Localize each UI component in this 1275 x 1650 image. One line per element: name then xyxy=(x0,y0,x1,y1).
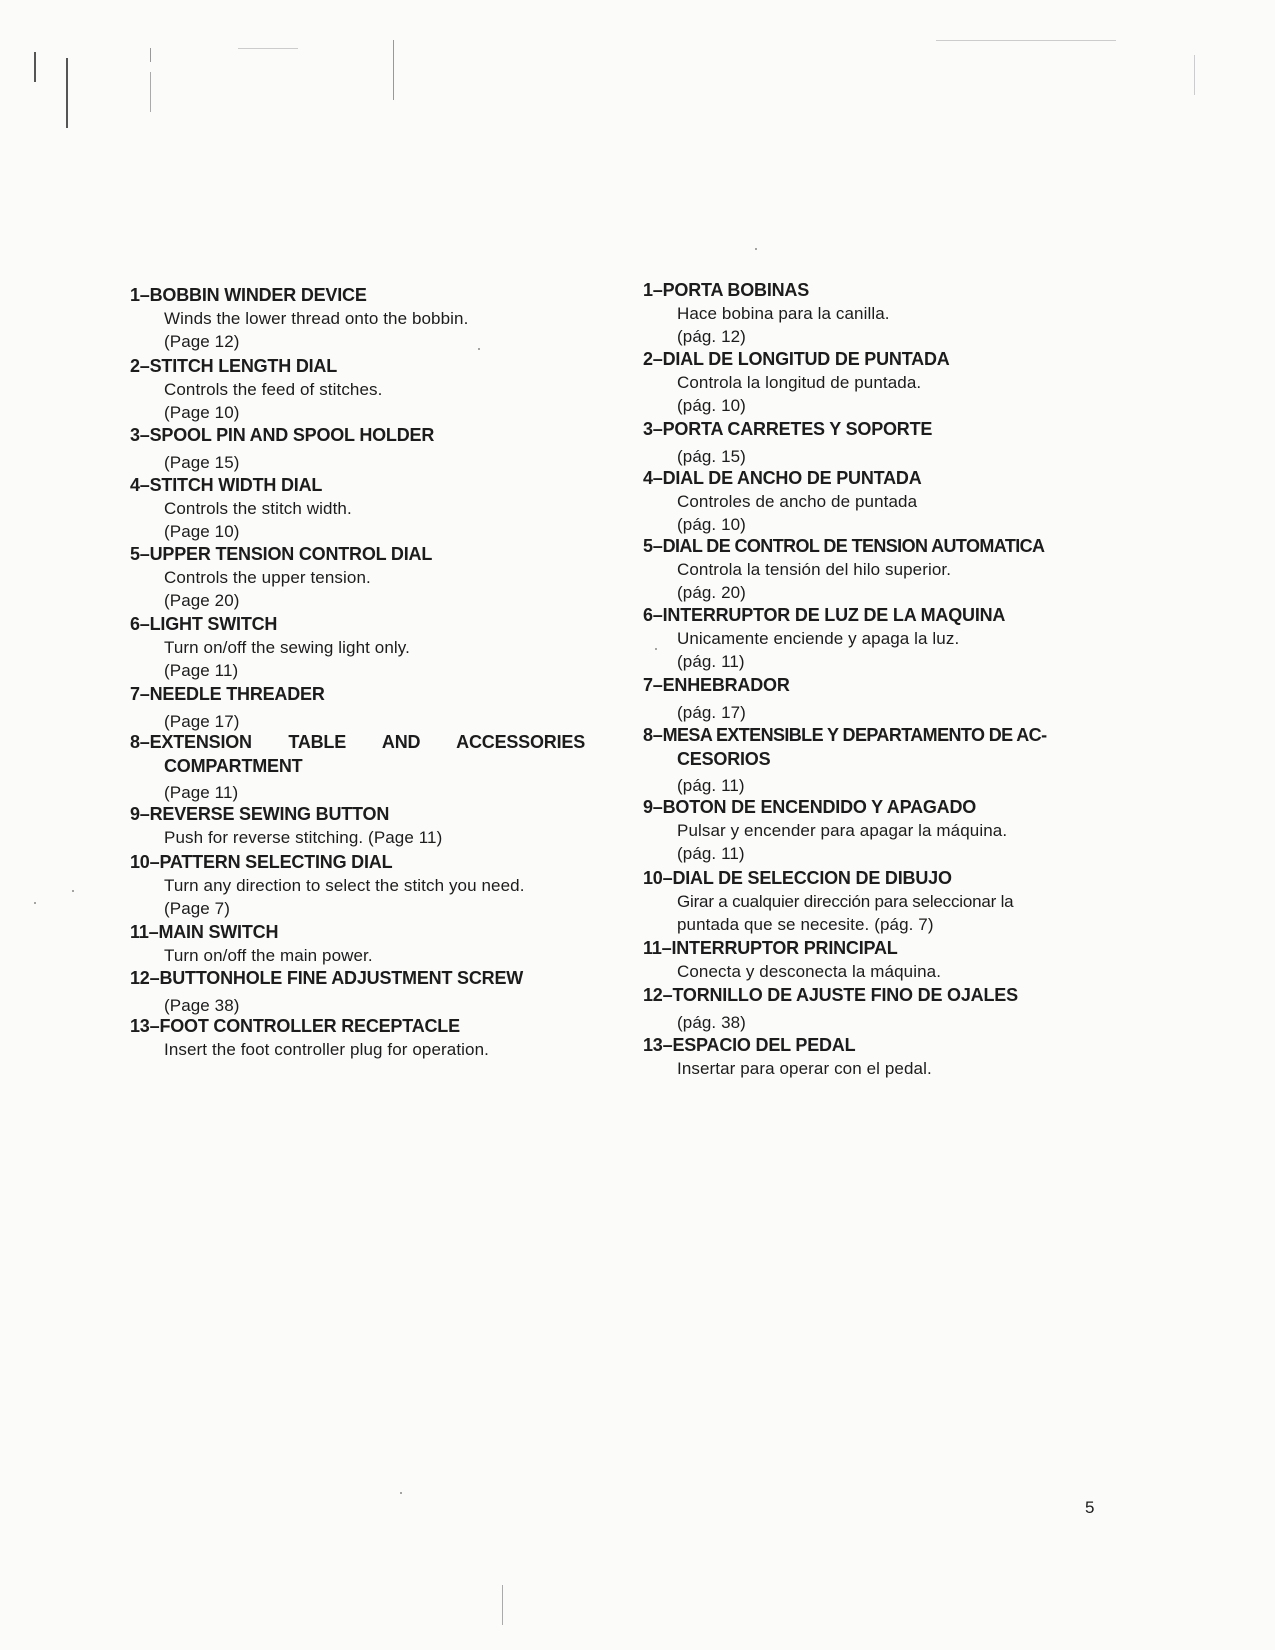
list-item xyxy=(130,354,585,424)
list-item xyxy=(130,920,585,967)
item-description: Controles de ancho de puntada xyxy=(677,492,918,511)
item-title: BUTTONHOLE FINE ADJUSTMENT SCREW xyxy=(159,968,524,988)
item-number: 4– xyxy=(643,468,663,488)
list-item xyxy=(130,966,585,1017)
list-item xyxy=(643,673,1098,724)
item-description: Turn on/off the sewing light only. xyxy=(164,638,410,657)
item-number: 5– xyxy=(643,536,663,556)
item-description: Girar a cualquier dirección para seleccionar la xyxy=(677,892,1014,911)
item-number: 11– xyxy=(643,938,672,958)
item-title: DIAL DE CONTROL DE TENSION AUTOMATICA xyxy=(662,536,1045,556)
item-page-ref: (pág. 38) xyxy=(677,1013,746,1032)
item-description: Controls the upper tension. xyxy=(164,568,371,587)
list-item xyxy=(643,723,1098,797)
list-item xyxy=(130,802,585,849)
item-page-ref: (pág. 12) xyxy=(677,327,746,346)
item-title: BOTON DE ENCENDIDO Y APAGADO xyxy=(662,797,977,817)
item-description: Pulsar y encender para apagar la máquina. xyxy=(677,821,1008,840)
item-title: LIGHT SWITCH xyxy=(149,614,278,634)
item-number: 8– xyxy=(130,732,150,752)
item-page-ref: (Page 12) xyxy=(164,332,240,351)
item-description: Controla la longitud de puntada. xyxy=(677,373,922,392)
list-item xyxy=(130,423,585,474)
item-title-continued: CESORIOS xyxy=(677,749,771,769)
item-page-ref: (Page 7) xyxy=(164,899,231,918)
item-number: 5– xyxy=(130,544,150,564)
item-description: Turn on/off the main power. xyxy=(164,946,373,965)
item-title-continued: COMPARTMENT xyxy=(164,756,303,776)
item-number: 9– xyxy=(130,804,150,824)
list-item xyxy=(130,1014,585,1061)
list-item xyxy=(643,1033,1098,1080)
item-title: INTERRUPTOR PRINCIPAL xyxy=(671,938,898,958)
item-description: Controla la tensión del hilo superior. xyxy=(677,560,952,579)
list-item xyxy=(643,347,1098,417)
item-number: 13– xyxy=(643,1035,673,1055)
item-page-ref: (Page 20) xyxy=(164,591,240,610)
item-number: 2– xyxy=(130,356,150,376)
item-description: Insertar para operar con el pedal. xyxy=(677,1059,932,1078)
item-title: TORNILLO DE AJUSTE FINO DE OJALES xyxy=(672,985,1018,1005)
list-item xyxy=(130,612,585,682)
item-description: Hace bobina para la canilla. xyxy=(677,304,890,323)
list-item xyxy=(643,983,1098,1034)
item-page-ref: (pág. 11) xyxy=(677,844,745,863)
item-page-ref: (pág. 15) xyxy=(677,447,746,466)
item-title: DIAL DE SELECCION DE DIBUJO xyxy=(672,868,952,888)
item-description: puntada que se necesite. (pág. 7) xyxy=(677,915,934,934)
item-page-ref: (Page 10) xyxy=(164,403,240,422)
item-description: Insert the foot controller plug for operation. xyxy=(164,1040,489,1059)
item-title: INTERRUPTOR DE LUZ DE LA MAQUINA xyxy=(662,605,1006,625)
item-number: 12– xyxy=(643,985,673,1005)
list-item xyxy=(643,466,1098,536)
list-item xyxy=(643,278,1098,348)
item-title: FOOT CONTROLLER RECEPTACLE xyxy=(159,1016,460,1036)
page-number: 5 xyxy=(1085,1498,1095,1517)
item-number: 8– xyxy=(643,725,663,745)
item-number: 7– xyxy=(643,675,663,695)
item-title: BOBBIN WINDER DEVICE xyxy=(149,285,367,305)
item-number: 1– xyxy=(643,280,663,300)
item-description: Turn any direction to select the stitch you need. xyxy=(164,876,525,895)
item-number: 12– xyxy=(130,968,160,988)
list-item xyxy=(643,795,1098,865)
item-page-ref: (pág. 17) xyxy=(677,703,746,722)
item-page-ref: (pág. 20) xyxy=(677,583,746,602)
item-page-ref: (Page 17) xyxy=(164,712,240,731)
item-title: STITCH WIDTH DIAL xyxy=(149,475,323,495)
item-title: PORTA CARRETES Y SOPORTE xyxy=(662,419,933,439)
item-page-ref: (Page 10) xyxy=(164,522,240,541)
list-item xyxy=(130,473,585,543)
item-page-ref: (Page 38) xyxy=(164,996,240,1015)
item-page-ref: (Page 11) xyxy=(164,783,239,802)
item-description: Conecta y desconecta la máquina. xyxy=(677,962,942,981)
item-number: 3– xyxy=(643,419,663,439)
list-item xyxy=(130,682,585,733)
item-description: Unicamente enciende y apaga la luz. xyxy=(677,629,960,648)
item-number: 13– xyxy=(130,1016,160,1036)
item-title: MAIN SWITCH xyxy=(158,922,279,942)
item-title: STITCH LENGTH DIAL xyxy=(149,356,338,376)
item-number: 11– xyxy=(130,922,159,942)
list-item xyxy=(643,603,1098,673)
item-title: ESPACIO DEL PEDAL xyxy=(672,1035,856,1055)
item-title: DIAL DE ANCHO DE PUNTADA xyxy=(662,468,922,488)
item-description: Controls the stitch width. xyxy=(164,499,352,518)
item-number: 7– xyxy=(130,684,150,704)
item-page-ref: (Page 15) xyxy=(164,453,240,472)
list-item xyxy=(643,936,1098,983)
item-title: DIAL DE LONGITUD DE PUNTADA xyxy=(662,349,950,369)
item-number: 9– xyxy=(643,797,663,817)
list-item xyxy=(130,850,585,920)
item-page-ref: (pág. 11) xyxy=(677,652,745,671)
list-item xyxy=(130,542,585,612)
item-title: SPOOL PIN AND SPOOL HOLDER xyxy=(149,425,435,445)
item-page-ref: (pág. 11) xyxy=(677,776,745,795)
list-item xyxy=(130,283,585,353)
item-number: 2– xyxy=(643,349,663,369)
item-number: 3– xyxy=(130,425,150,445)
item-page-ref: (Page 11) xyxy=(164,661,239,680)
item-title: ENHEBRADOR xyxy=(662,675,790,695)
item-description: Controls the feed of stitches. xyxy=(164,380,383,399)
item-page-ref: (pág. 10) xyxy=(677,515,746,534)
list-item xyxy=(130,730,585,804)
item-number: 10– xyxy=(130,852,160,872)
item-number: 1– xyxy=(130,285,150,305)
item-title: PORTA BOBINAS xyxy=(662,280,810,300)
list-item xyxy=(643,866,1098,936)
item-title: PATTERN SELECTING DIAL xyxy=(159,852,393,872)
item-number: 6– xyxy=(130,614,150,634)
list-item xyxy=(643,417,1098,468)
list-item xyxy=(643,534,1098,604)
item-title: NEEDLE THREADER xyxy=(149,684,325,704)
item-title: UPPER TENSION CONTROL DIAL xyxy=(149,544,433,564)
item-description: Push for reverse stitching. (Page 11) xyxy=(164,828,443,847)
item-page-ref: (pág. 10) xyxy=(677,396,746,415)
item-number: 6– xyxy=(643,605,663,625)
item-title: MESA EXTENSIBLE Y DEPARTAMENTO DE AC- xyxy=(662,725,1047,745)
item-description: Winds the lower thread onto the bobbin. xyxy=(164,309,469,328)
item-number: 4– xyxy=(130,475,150,495)
item-title: EXTENSION TABLE AND ACCESSORIES xyxy=(149,732,585,752)
item-number: 10– xyxy=(643,868,673,888)
item-title: REVERSE SEWING BUTTON xyxy=(149,804,390,824)
